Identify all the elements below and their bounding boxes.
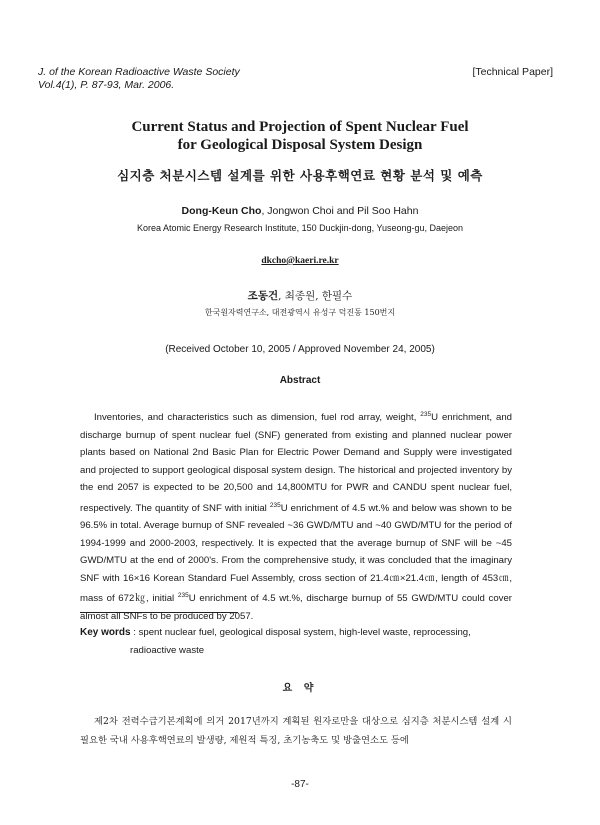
korean-corresponding-author: 조동건	[247, 290, 279, 302]
corresponding-author: Dong-Keun Cho	[181, 205, 262, 217]
abstract-body	[80, 406, 512, 626]
abstract-text-4: U enrichment of 4.5 wt.%, discharge burnup of 55 GWD/MTU could cover almost all SNFs to be produced by 2057.	[80, 593, 512, 623]
journal-volume: Vol.4(1), P. 87-93, Mar. 2006.	[38, 79, 175, 91]
paper-type: [Technical Paper]	[472, 66, 553, 78]
korean-abstract-text: 제2차 전력수급기본계획에 의거 2017년까지 계획된 원자로만을 대상으로 심지층 처분시스템 설계 시 필요한 국내 사용후핵연료의 발생량, 제원적 특징, 초기농축도 및 방출연소도 등에	[80, 716, 512, 746]
keywords-text-continued: radioactive waste	[130, 644, 205, 656]
journal-citation	[38, 66, 240, 92]
co-authors: , Jongwon Choi and Pil Soo Hahn	[261, 205, 419, 217]
abstract-text-3: U enrichment of 4.5 wt.% and below was shown to be 96.5% in total. Average burnup of SNF revealed ~36 GWD/MTU and ~40 GWD/MTU for the period of 1994-1999 and 2000-2003, respectively. It is expected that the average burnup of SNF will be ~45 GWD/MTU at the end of 2000's. From the comprehensive study, it was concluded that the imaginary SNF with 16×16 Korean Standard Fuel Assembly, cross section of 21.4㎝×21.4㎝, length of 453㎝, mass of 672㎏, initial	[80, 502, 512, 605]
korean-affiliation: 한국원자력연구소, 대전광역시 유성구 덕진동 150번지	[204, 308, 396, 317]
keywords-label: Key words	[80, 627, 131, 638]
korean-abstract-heading: 요 약	[282, 683, 318, 694]
korean-abstract-body	[80, 712, 512, 750]
title-line-2: for Geological Disposal System Design	[177, 137, 423, 153]
abstract-text-2: U enrichment, and discharge burnup of spent nuclear fuel (SNF) generated from existing and planned nuclear power plants based on National 2nd Basic Plan for Electric Power Demand and Supply were investigated and projected to support geological disposal system design. The historical and projected inventory by the end 2057 is expected to be 20,500 and 14,800MTU for PWR and CANDU spent nuclear fuel, respectively. The quantity of SNF with initial	[80, 412, 513, 514]
abstract-heading: Abstract	[279, 375, 321, 386]
received-dates: (Received October 10, 2005 / Approved November 24, 2005)	[165, 344, 435, 355]
page-number: -87-	[291, 779, 309, 790]
keywords-divider	[80, 612, 238, 613]
korean-title: 심지층 처분시스템 설계를 위한 사용후핵연료 현황 분석 및 예측	[117, 168, 483, 183]
korean-author-list	[0, 288, 600, 303]
email-link[interactable]: dkcho@kaeri.re.kr	[261, 256, 339, 266]
keywords-text: : spent nuclear fuel, geological disposal system, high-level waste, reprocessing,	[130, 627, 471, 638]
title-line-1: Current Status and Projection of Spent Nuclear Fuel	[131, 119, 469, 135]
abstract-text-1: Inventories, and characteristics such as dimension, fuel rod array, weight,	[94, 412, 421, 424]
korean-co-authors: , 최종원, 한필수	[278, 290, 353, 302]
affiliation: Korea Atomic Energy Research Institute, 150 Duckjin-dong, Yuseong-gu, Daejeon	[136, 223, 464, 233]
paper-title	[0, 118, 600, 154]
keywords	[80, 624, 512, 659]
journal-name: J. of the Korean Radioactive Waste Society	[38, 66, 240, 78]
isotope-superscript: 235	[420, 411, 432, 418]
isotope-superscript: 235	[269, 501, 281, 509]
author-list	[0, 205, 600, 217]
isotope-superscript: 235	[177, 592, 189, 600]
